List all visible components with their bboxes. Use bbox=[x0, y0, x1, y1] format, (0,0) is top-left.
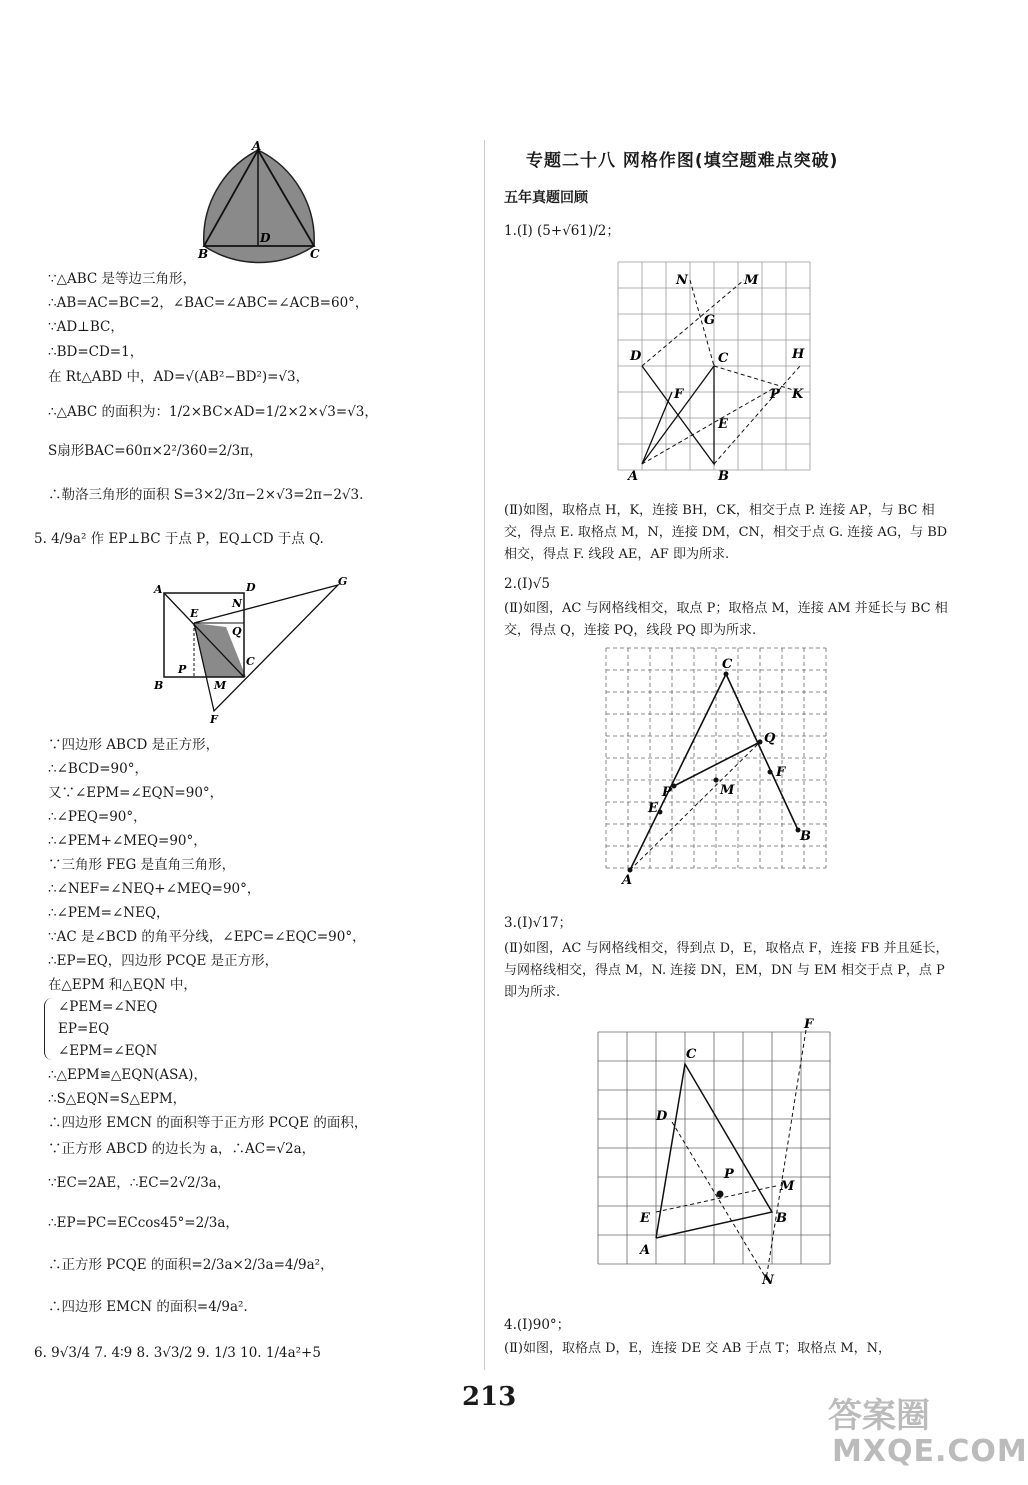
q3-answer: 3.(Ⅰ)√17； bbox=[504, 915, 573, 931]
fig3-label-h: H bbox=[792, 347, 805, 362]
left-line-2: ∴AB=AC=BC=2，∠BAC=∠ABC=∠ACB=60°， bbox=[48, 295, 369, 311]
left-line-6: ∴△ABC 的面积为：1/2×BC×AD=1/2×2×√3=√3， bbox=[48, 404, 378, 420]
q2-explanation: (Ⅱ)如图，AC 与网格线相交，取点 P；取格点 M，连接 AM 并延长与 BC 相交，得点 Q，连接 PQ，线段 PQ 即为所求. bbox=[504, 601, 948, 638]
left-line-19: ∴EP=EQ，四边形 PCQE 是正方形， bbox=[48, 953, 279, 969]
q1-explanation: (Ⅱ)如图，取格点 H，K，连接 BH，CK，相交于点 P. 连接 AP，与 BC 相交，得点 E. 取格点 M，N，连接 DM，CN，相交于点 G. 连接 AG，与 BD 相交，得点 F. 线段 AE，AF 即为所求. bbox=[504, 503, 948, 562]
fig3-label-c: C bbox=[718, 351, 729, 366]
left-line-20: 在△EPM 和△EQN 中， bbox=[48, 977, 197, 993]
fig3-label-m: M bbox=[744, 273, 759, 288]
left-line-21: ∠PEM=∠NEQ bbox=[58, 999, 158, 1015]
fig5-label-p: P bbox=[724, 1167, 734, 1182]
fig4-label-p: P bbox=[662, 785, 672, 800]
fig1-label-c: C bbox=[310, 247, 320, 261]
fig4-label-f: F bbox=[776, 765, 786, 780]
fig3-label-p: P bbox=[770, 387, 780, 402]
reuleaux-triangle-figure bbox=[196, 140, 336, 260]
section-subtitle: 五年真题回顾 bbox=[504, 190, 588, 206]
fig4-label-a: A bbox=[622, 873, 633, 888]
column-divider bbox=[484, 140, 485, 1370]
fig2-label-c: C bbox=[246, 655, 255, 668]
fig5-label-e: E bbox=[640, 1211, 650, 1226]
left-line-24: ∴△EPM≌△EQN(ASA)， bbox=[48, 1067, 207, 1083]
left-line-25: ∴S△EQN=S△EPM， bbox=[48, 1091, 187, 1107]
fig1-label-b: B bbox=[198, 247, 209, 261]
grid-figure-2 bbox=[604, 646, 834, 886]
left-line-17: ∴∠PEM=∠NEQ， bbox=[48, 905, 170, 921]
fig3-label-a: A bbox=[628, 469, 639, 484]
left-line-9: 5. 4/9a² 作 EP⊥BC 于点 P，EQ⊥CD 于点 Q. bbox=[34, 531, 324, 547]
q4-explanation: (Ⅱ)如图，取格点 D，E，连接 DE 交 AB 于点 T；取格点 M，N， bbox=[504, 1341, 892, 1356]
left-line-29: ∴EP=PC=ECcos45°=2/3a， bbox=[48, 1215, 239, 1231]
fig2-label-a: A bbox=[154, 583, 163, 596]
fig2-label-e: E bbox=[190, 607, 199, 620]
grid-figure-1 bbox=[614, 258, 814, 490]
fig3-label-g: G bbox=[704, 313, 716, 328]
watermark-url: MXQE.COM bbox=[832, 1434, 1028, 1469]
left-line-30: ∴正方形 PCQE 的面积=2/3a×2/3a=4/9a²， bbox=[48, 1257, 334, 1273]
fig5-label-n: N bbox=[762, 1273, 774, 1288]
left-line-27: ∵正方形 ABCD 的边长为 a，∴AC=√2a， bbox=[48, 1141, 316, 1157]
q3-explanation: (Ⅱ)如图，AC 与网格线相交，得到点 D，E，取格点 F，连接 FB 并且延长，与网格线相交，得点 M，N. 连接 DN，EM，DN 与 EM 相交于点 P，点 P 即为所求. bbox=[504, 941, 949, 1000]
q4-answer: 4.(Ⅰ)90°； bbox=[504, 1317, 571, 1333]
q1-answer: 1.(Ⅰ) (5+√61)/2； bbox=[504, 223, 620, 239]
square-triangle-figure bbox=[150, 575, 370, 725]
left-line-23: ∠EPM=∠EQN bbox=[58, 1043, 158, 1059]
fig2-label-f: F bbox=[210, 713, 218, 726]
left-line-4: ∴BD=CD=1， bbox=[48, 344, 144, 360]
left-line-26: ∴四边形 EMCN 的面积等于正方形 PCQE 的面积， bbox=[48, 1115, 368, 1131]
page-number: 213 bbox=[462, 1382, 517, 1412]
fig5-label-b: B bbox=[776, 1211, 787, 1226]
left-line-28: ∵EC=2AE，∴EC=2√2/3a， bbox=[48, 1175, 231, 1191]
left-line-16: ∴∠NEF=∠NEQ+∠MEQ=90°， bbox=[48, 881, 261, 897]
q2-answer: 2.(Ⅰ)√5 bbox=[504, 576, 550, 592]
fig2-label-m: M bbox=[214, 679, 227, 692]
fig5-label-c: C bbox=[686, 1047, 697, 1062]
left-line-5: 在 Rt△ABD 中，AD=√(AB²−BD²)=√3， bbox=[48, 369, 310, 385]
left-line-15: ∵三角形 FEG 是直角三角形， bbox=[48, 857, 236, 873]
left-line-32: 6. 9√3/4 7. 4∶9 8. 3√3/2 9. 1/3 10. 1/4a²+5 bbox=[34, 1345, 321, 1361]
fig3-label-d: D bbox=[630, 349, 642, 364]
fig2-label-n: N bbox=[232, 597, 243, 610]
left-line-11: ∴∠BCD=90°， bbox=[48, 761, 148, 777]
fig3-label-k: K bbox=[792, 387, 804, 402]
section-title: 专题二十八 网格作图(填空题难点突破) bbox=[526, 151, 839, 171]
left-line-10: ∵四边形 ABCD 是正方形， bbox=[48, 737, 220, 753]
watermark-logo: 答案圈 bbox=[828, 1396, 930, 1436]
fig4-label-c: C bbox=[722, 657, 733, 672]
left-line-14: ∴∠PEM+∠MEQ=90°， bbox=[48, 833, 207, 849]
fig3-label-f: F bbox=[674, 387, 684, 402]
left-line-7: S扇形BAC=60π×2²/360=2/3π， bbox=[48, 443, 263, 459]
fig5-label-d: D bbox=[656, 1109, 668, 1124]
fig4-label-e: E bbox=[648, 801, 658, 816]
fig2-label-d: D bbox=[246, 581, 256, 594]
fig1-label-d: D bbox=[260, 231, 271, 245]
left-line-3: ∵AD⊥BC， bbox=[48, 319, 124, 335]
left-line-22: EP=EQ bbox=[58, 1021, 110, 1037]
fig3-label-n: N bbox=[676, 273, 688, 288]
left-line-1: ∵△ABC 是等边三角形， bbox=[48, 271, 197, 287]
fig3-label-e: E bbox=[718, 417, 728, 432]
fig2-label-b: B bbox=[154, 679, 164, 692]
fig2-label-q: Q bbox=[232, 625, 242, 638]
fig5-label-f: F bbox=[804, 1017, 814, 1032]
left-line-31: ∴四边形 EMCN 的面积=4/9a². bbox=[48, 1299, 248, 1315]
fig5-label-a: A bbox=[640, 1243, 651, 1258]
left-line-8: ∴勒洛三角形的面积 S=3×2/3π−2×√3=2π−2√3. bbox=[48, 487, 364, 503]
system-brace bbox=[44, 998, 55, 1060]
left-line-13: ∴∠PEQ=90°， bbox=[48, 809, 147, 825]
fig4-label-m: M bbox=[720, 783, 735, 798]
grid-figure-3 bbox=[592, 1016, 842, 1286]
fig2-label-p: P bbox=[178, 663, 187, 676]
fig1-label-a: A bbox=[252, 139, 262, 153]
fig3-label-b: B bbox=[718, 469, 729, 484]
fig4-label-b: B bbox=[800, 829, 811, 844]
left-line-12: 又∵∠EPM=∠EQN=90°， bbox=[48, 785, 224, 801]
fig5-label-m: M bbox=[780, 1179, 795, 1194]
fig2-label-g: G bbox=[338, 575, 348, 588]
left-line-18: ∵AC 是∠BCD 的角平分线，∠EPC=∠EQC=90°， bbox=[48, 929, 366, 945]
fig4-label-q: Q bbox=[764, 731, 776, 746]
